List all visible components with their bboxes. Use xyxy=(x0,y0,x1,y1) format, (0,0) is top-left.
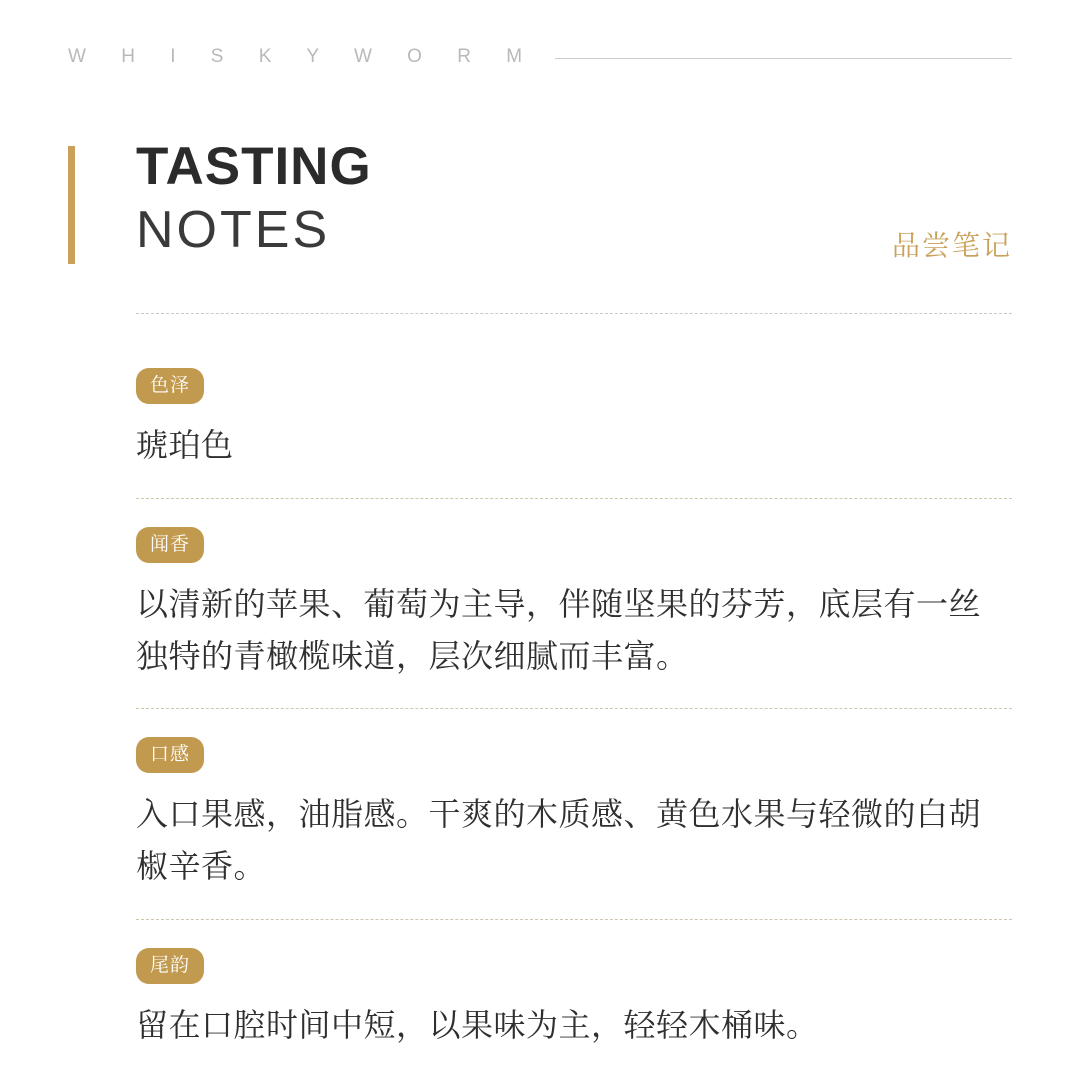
page-subtitle: NOTES xyxy=(136,201,331,259)
note-section-finish xyxy=(136,948,1012,1052)
note-text: 琥珀色 xyxy=(136,427,234,463)
brand-divider xyxy=(555,58,1012,59)
note-text: 入口果感，油脂感。干爽的木质感、黄色水果与轻微的白胡椒辛香。 xyxy=(136,796,982,885)
note-section-palate xyxy=(136,737,1012,920)
brand-name: W H I S K Y W O R M xyxy=(68,46,538,67)
status-badge: 尾韵 xyxy=(136,948,204,984)
page-title-chinese: 品尝笔记 xyxy=(891,230,1012,261)
note-section-nose xyxy=(136,527,1012,710)
status-badge: 口感 xyxy=(136,737,204,773)
notes-sections xyxy=(136,368,1012,1052)
status-badge: 色泽 xyxy=(136,368,204,404)
title-accent-bar xyxy=(68,146,75,264)
section-divider xyxy=(136,919,1012,920)
title-block xyxy=(68,137,1012,268)
note-text: 以清新的苹果、葡萄为主导，伴随坚果的芬芳，底层有一丝独特的青橄榄味道，层次细腻而丰富。 xyxy=(136,585,982,674)
section-divider xyxy=(136,708,1012,709)
status-badge: 闻香 xyxy=(136,527,204,563)
section-divider xyxy=(136,498,1012,499)
brand-header xyxy=(68,46,1012,68)
note-text: 留在口腔时间中短，以果味为主，轻轻木桶味。 xyxy=(136,1007,819,1044)
note-section-color xyxy=(136,368,1012,499)
page-title: TASTING xyxy=(136,137,372,196)
header-divider xyxy=(136,313,1012,314)
title-texts xyxy=(136,137,372,261)
